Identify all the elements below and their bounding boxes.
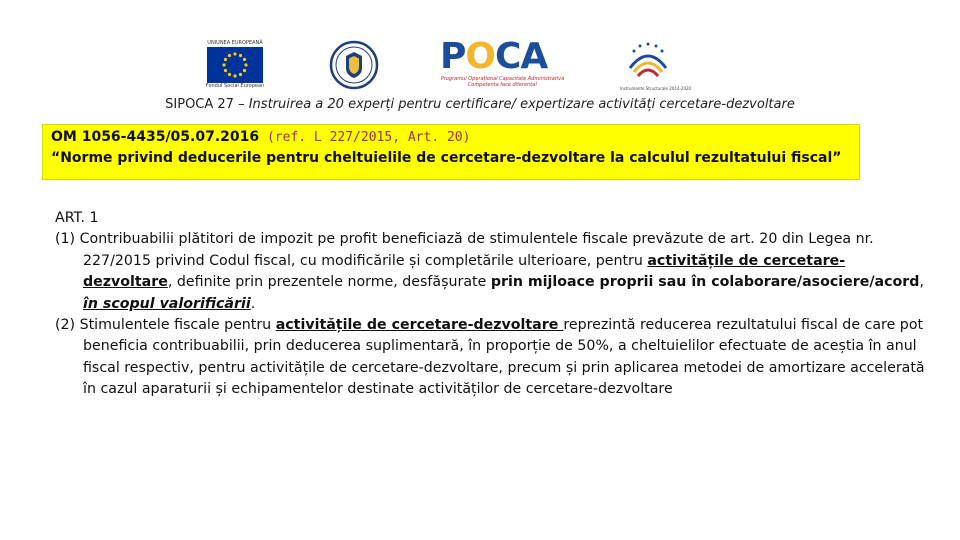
order-line <box>51 129 470 145</box>
article-paragraph-1: (1) Contribuabilii plătitori de impozit pe profit beneficiază de stimulentele fiscale prevăzute de art. 20 din Legea nr. 227/2015 privind Codul fiscal, cu modificările și completările ulterioare, pentru activitățile de cercetare-dezvoltare, definite prin prezentele norme, desfășurate prin mijloace proprii sau în colaborare/asociere/acord, în scopul valorificării. <box>55 231 924 312</box>
poca-wordmark: POCA <box>440 36 548 77</box>
structural-instruments-logo <box>620 38 692 94</box>
eu-flag-logo <box>205 40 265 90</box>
article-body <box>55 208 925 401</box>
poca-logo <box>440 38 565 94</box>
government-crest-logo <box>328 40 380 90</box>
poca-tagline-2: Competența face diferența! <box>467 82 538 88</box>
article-heading: ART. 1 <box>55 210 99 226</box>
project-subtitle: SIPOCA 27 – Instruirea a 20 experți pentru certificare/ expertizare activități cercetare-dezvoltare <box>165 97 795 112</box>
eu-flag-icon <box>207 47 263 83</box>
order-norms-title: “Norme privind deducerile pentru cheltuielile de cercetare-dezvoltare la calculul rezultatului fiscal” <box>51 150 842 166</box>
order-reference: (ref. L 227/2015, Art. 20) <box>259 130 471 145</box>
government-crest-icon <box>328 40 380 90</box>
eu-logo-caption-top: UNIUNEA EUROPEANĂ <box>207 40 263 46</box>
structural-instruments-caption: Instrumente Structurale 2014-2020 <box>620 86 692 91</box>
poca-tagline-1: Programul Operațional Capacitate Administrativă <box>440 76 565 82</box>
order-id: OM 1056-4435/05.07.2016 <box>51 129 260 145</box>
eu-logo-caption-bottom: Fondul Social European <box>205 83 265 89</box>
order-title-box <box>42 124 860 180</box>
stars-arc-icon <box>620 38 676 82</box>
article-paragraph-2: (2) Stimulentele fiscale pentru activitățile de cercetare-dezvoltare reprezintă reducerea rezultatului fiscal de care pot beneficia contribuabilii, prin deducerea suplimentară, în proporție de 50%, a cheltuielilor efectuate de aceștia în anul fiscal respectiv, pentru activitățile de cercetare-dezvoltare, precum și prin aplicarea metodei de amortizare accelerată în cazul aparaturii și echipamentelor destinate activităților de cercetare-dezvoltare <box>55 317 925 398</box>
